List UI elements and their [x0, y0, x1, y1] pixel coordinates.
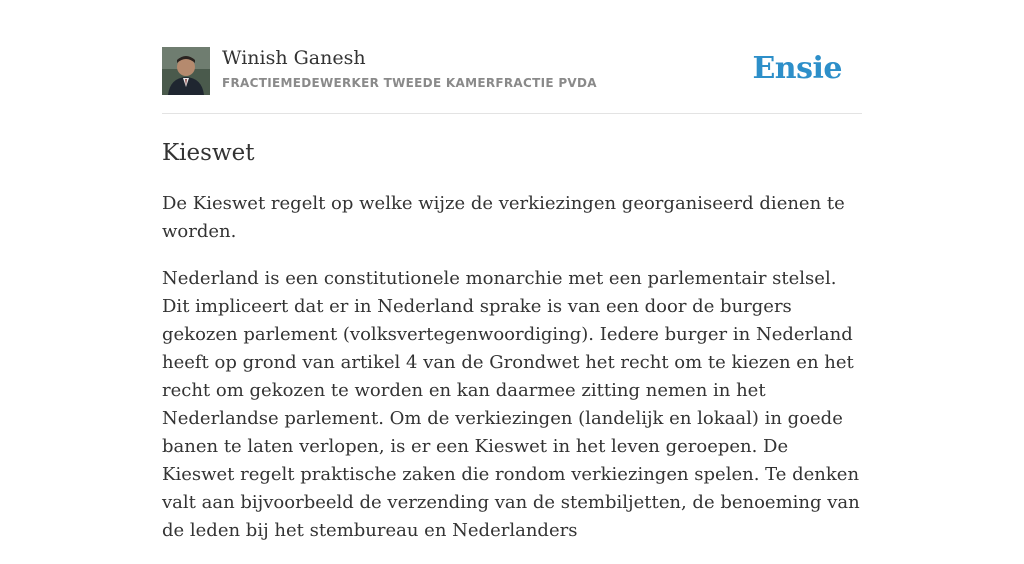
author-name[interactable]: Winish Ganesh [222, 47, 366, 69]
ensie-logo[interactable]: Ensie [752, 51, 842, 86]
article-title: Kieswet [162, 140, 255, 166]
author-header [162, 0, 862, 114]
article-page [162, 0, 862, 541]
article-paragraph: De Kieswet regelt op welke wijze de verkiezingen georganiseerd dienen te worden. [162, 193, 845, 242]
author-role: FRACTIEMEDEWERKER TWEEDE KAMERFRACTIE PVDA [222, 76, 597, 90]
article-body [162, 190, 862, 564]
article-paragraph: Nederland is een constitutionele monarchie met een parlementair stelsel. Dit impliceert dat er in Nederland sprake is van een door de burgers gekozen parlement (volksvertegenwoordiging). Iedere burger in Nederland heeft op grond van artikel 4 van de Grondwet het recht om te kiezen en het recht om gekozen te worden en kan daarmee zitting nemen in het Nederlandse parlement. Om de verkiezingen (landelijk en lokaal) in goede banen te laten verlopen, is er een Kieswet in het leven geroepen. De Kieswet regelt praktische zaken die rondom verkiezingen spelen. Te denken valt aan bijvoorbeeld de verzending van de stembiljetten, de benoeming van de leden bij het stembureau en Nederlanders [162, 268, 860, 541]
author-avatar[interactable] [162, 47, 210, 95]
